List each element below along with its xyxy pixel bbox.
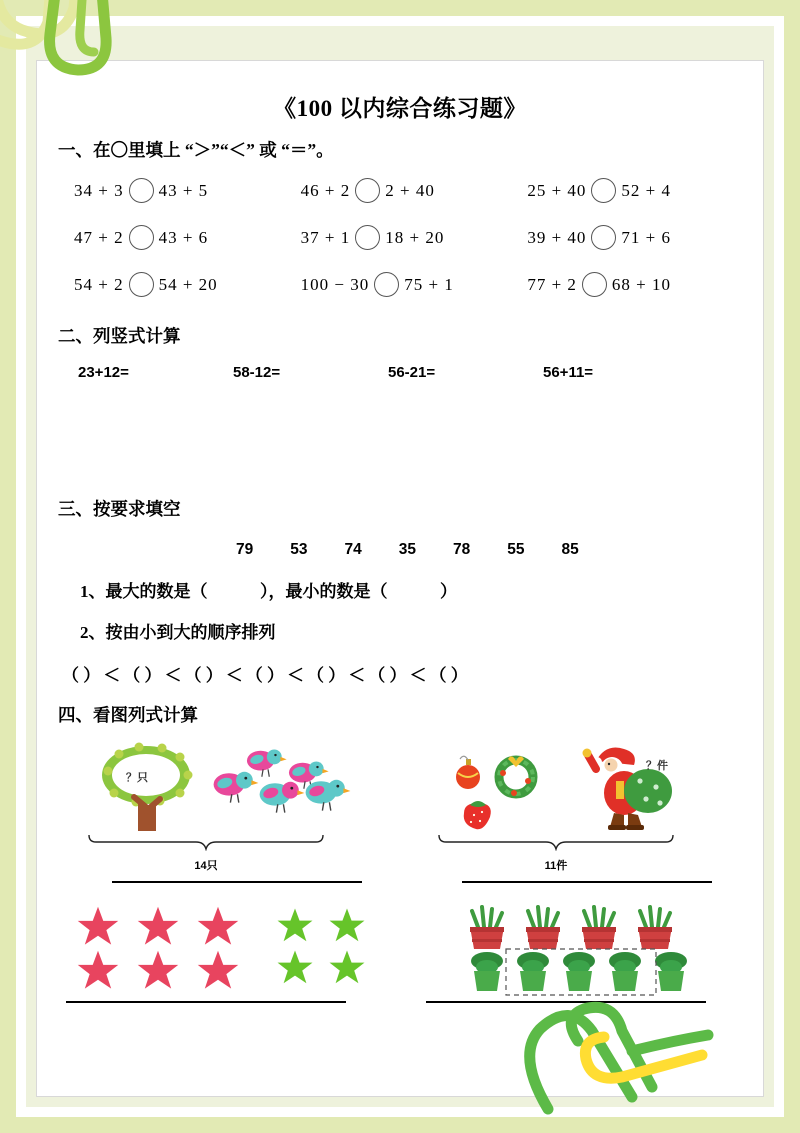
- comparison-right: 18 + 20: [385, 227, 445, 247]
- comparison-right: 43 + 5: [158, 180, 209, 200]
- number-list: [36, 541, 764, 559]
- q1-middle: ），最小的数是（: [260, 582, 388, 601]
- picture-problem-christmas: [436, 741, 706, 873]
- comparison-right: 54 + 20: [158, 274, 218, 294]
- order-blank[interactable]: （ ）: [307, 666, 346, 685]
- comparison-circle-blank[interactable]: [129, 225, 154, 250]
- comparison-circle-blank[interactable]: [355, 225, 380, 250]
- less-than-sign: ＜: [103, 666, 121, 685]
- comparison-left: 39 + 40: [527, 227, 587, 247]
- comparison-problem: [74, 225, 301, 250]
- plants-icon-group: [456, 905, 696, 997]
- comparison-problem: [527, 225, 754, 250]
- section-3-heading: 三、按要求填空: [58, 499, 181, 519]
- total-label-christmas: 11件: [544, 860, 568, 872]
- tree-icon: [94, 741, 204, 833]
- comparison-right: 68 + 10: [611, 274, 672, 294]
- starfish-icon-group: [66, 901, 376, 993]
- comparison-circle-blank[interactable]: [374, 272, 399, 297]
- q1-prefix: 1、最大的数是（: [80, 582, 208, 601]
- comparison-problem: [527, 272, 754, 297]
- comparison-left: 37 + 1: [300, 227, 351, 247]
- vertical-calc-problem: 56-21=: [388, 364, 436, 381]
- number-item: 55: [507, 541, 525, 558]
- picture-problem-row: [36, 741, 764, 891]
- comparison-circle-blank[interactable]: [582, 272, 607, 297]
- less-than-sign: ＜: [164, 666, 182, 685]
- vertical-calc-problem: 23+12=: [78, 364, 129, 381]
- comparison-right: 75 + 1: [404, 274, 454, 294]
- comparison-left: 47 + 2: [74, 227, 124, 247]
- comparison-problem: [527, 178, 754, 203]
- comparison-problem: [74, 178, 301, 203]
- comparison-left: 54 + 2: [74, 274, 124, 294]
- comparison-circle-blank[interactable]: [591, 225, 616, 250]
- unknown-label-christmas: ？件: [646, 760, 668, 772]
- vertical-calc-row: [36, 364, 764, 381]
- vertical-calc-problem: 56+11=: [543, 364, 594, 381]
- comparison-problem: [74, 272, 301, 297]
- section-2-heading: 二、列竖式计算: [58, 326, 181, 346]
- comparison-circle-blank[interactable]: [591, 178, 616, 203]
- birds-icon-group: [206, 743, 356, 835]
- comparison-problem: [301, 178, 528, 203]
- picture-problem-birds: [86, 741, 356, 873]
- number-item: 79: [236, 541, 254, 558]
- less-than-sign: ＜: [409, 666, 427, 685]
- less-than-sign: ＜: [348, 666, 366, 685]
- number-item: 85: [561, 541, 579, 558]
- santa-icon: [566, 741, 676, 833]
- section-4-heading: 四、看图列式计算: [58, 705, 198, 725]
- comparison-right: 52 + 4: [621, 180, 672, 200]
- number-item: 74: [344, 541, 362, 558]
- q1-suffix: ）: [440, 582, 457, 601]
- comparison-circle-blank[interactable]: [355, 178, 380, 203]
- comparison-right: 2 + 40: [385, 180, 435, 200]
- comparison-circle-blank[interactable]: [129, 272, 154, 297]
- comparison-right: 71 + 6: [621, 227, 672, 247]
- order-blank[interactable]: （ ）: [245, 666, 284, 685]
- fill-question-2: 2、按由小到大的顺序排列: [80, 623, 276, 642]
- comparison-left: 34 + 3: [74, 180, 124, 200]
- comparison-left: 25 + 40: [527, 180, 587, 200]
- bottom-picture-row: [36, 901, 764, 1016]
- comparison-grid: [36, 178, 764, 297]
- brace-birds: [86, 833, 326, 851]
- answer-line-plants[interactable]: [426, 1001, 706, 1003]
- unknown-label-birds: ？只: [126, 772, 148, 784]
- comparison-left: 100 − 30: [300, 274, 370, 294]
- order-blank[interactable]: （ ）: [62, 666, 101, 685]
- number-item: 78: [453, 541, 471, 558]
- comparison-left: 77 + 2: [527, 274, 577, 294]
- ornaments-icon-group: [446, 747, 576, 839]
- comparison-problem: [301, 225, 528, 250]
- comparison-circle-blank[interactable]: [129, 178, 154, 203]
- total-label-birds: 14只: [194, 860, 218, 872]
- answer-line-birds[interactable]: [112, 881, 362, 883]
- vertical-calc-problem: 58-12=: [233, 364, 281, 381]
- section-1-heading: 一、在〇里填上 “＞”“＜” 或 “＝”。: [58, 140, 334, 160]
- less-than-sign: ＜: [287, 666, 304, 685]
- fill-question-1: [36, 577, 764, 602]
- order-blank[interactable]: （ ）: [123, 666, 162, 685]
- order-blank[interactable]: （ ）: [429, 666, 468, 685]
- less-than-sign: ＜: [225, 666, 243, 685]
- number-item: 53: [290, 541, 308, 558]
- number-item: 35: [398, 541, 416, 558]
- order-blank[interactable]: （ ）: [368, 666, 407, 685]
- comparison-problem: [301, 272, 528, 297]
- answer-line-starfish[interactable]: [66, 1001, 346, 1003]
- picture-plants: [456, 905, 696, 1002]
- order-blank[interactable]: （ ）: [184, 666, 223, 685]
- ordering-answer-line: [36, 661, 764, 686]
- comparison-right: 43 + 6: [158, 227, 209, 247]
- worksheet-content: [36, 60, 764, 1097]
- brace-christmas: [436, 833, 676, 851]
- picture-starfish: [66, 901, 376, 998]
- comparison-left: 46 + 2: [300, 180, 351, 200]
- page-title: 《100 以内综合练习题》: [273, 96, 527, 121]
- answer-line-christmas[interactable]: [462, 881, 712, 883]
